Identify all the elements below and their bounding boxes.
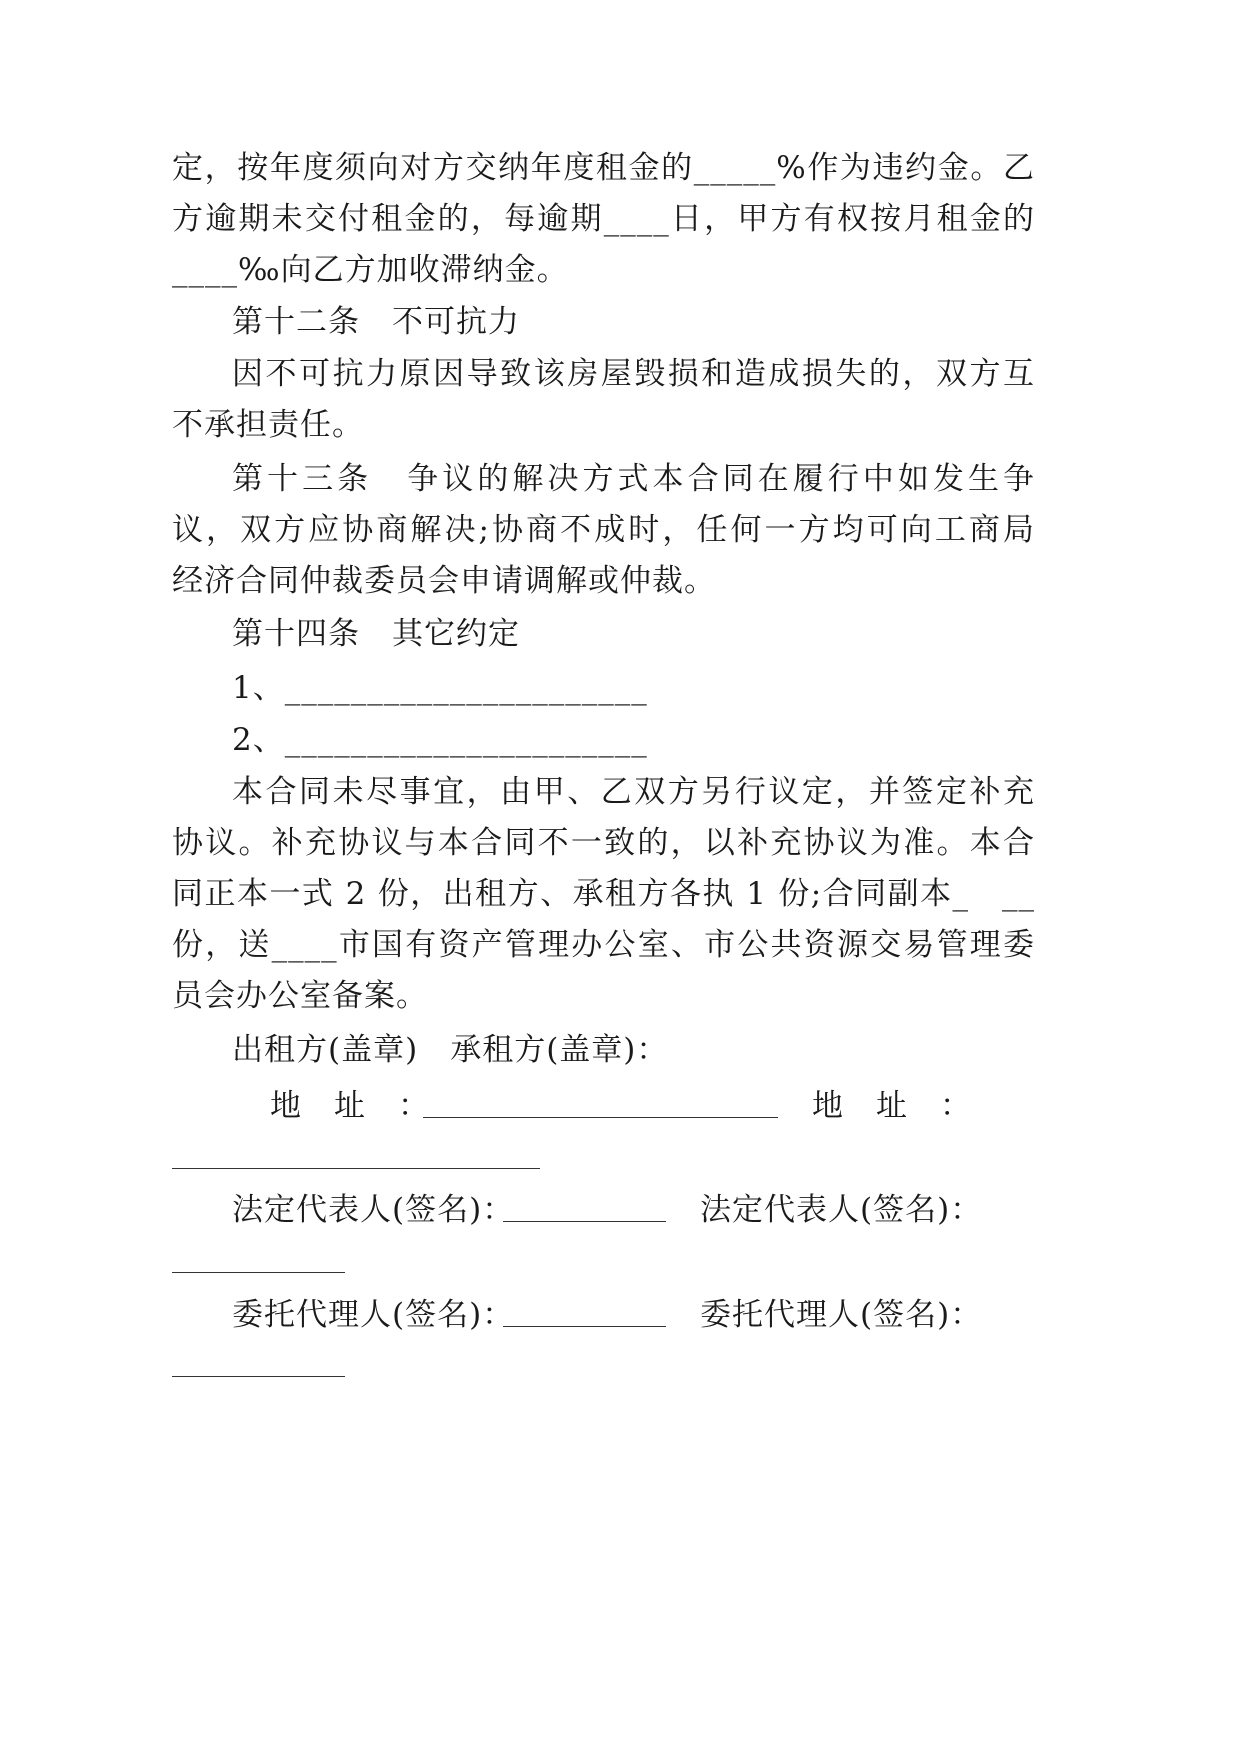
text-line: 份，送____市国有资产管理办公室、市公共资源交易管理委 [172,927,1035,963]
agent-label-lessor: 委托代理人(签名)： [232,1297,515,1333]
legal-rep-blank-lessor [503,1221,666,1222]
agent-blank-lessee [172,1376,345,1377]
legal-rep-label-lessee: 法定代表人(签名)： [700,1192,983,1228]
text-line: 同正本一式 2 份，出租方、承租方各执 1 份;合同副本_ __ [172,876,1035,912]
text-line: 本合同未尽事宜，由甲、乙双方另行议定，并签定补充 [232,774,1035,810]
text-line: 经济合同仲裁委员会申请调解或仲裁。 [172,563,716,599]
agent-blank-lessor [503,1326,666,1327]
text-line: ____‰向乙方加收滞纳金。 [172,252,569,288]
address-label-lessor: 地 址 ： [270,1088,430,1124]
address-label-lessee: 地 址 ： [812,1088,972,1124]
text-line: 员会办公室备案。 [172,978,428,1014]
address-blank-lessee [172,1168,540,1169]
article-heading: 第十四条 其它约定 [232,616,520,652]
legal-rep-label-lessor: 法定代表人(签名)： [232,1192,515,1228]
text-line: 不承担责任。 [172,407,364,443]
article-heading: 第十二条 不可抗力 [232,304,520,340]
text-line: 因不可抗力原因导致该房屋毁损和造成损失的，双方互 [232,356,1035,392]
text-line: 定，按年度须向对方交纳年度租金的_____%作为违约金。乙 [172,150,1035,186]
address-blank-lessor [423,1117,778,1118]
text-line: 协议。补充协议与本合同不一致的，以补充协议为准。本合 [172,825,1035,861]
text-line: 方逾期未交付租金的，每逾期____日，甲方有权按月租金的 [172,201,1035,237]
signature-parties: 出租方(盖章) 承租方(盖章)： [232,1032,669,1068]
legal-rep-blank-lessee [172,1272,345,1273]
text-line: 议，双方应协商解决;协商不成时，任何一方均可向工商局 [172,512,1035,548]
article-heading: 第十三条 争议的解决方式本合同在履行中如发生争 [232,461,1035,497]
list-item: 2、______________________ [232,722,648,758]
agent-label-lessee: 委托代理人(签名)： [700,1297,983,1333]
list-item: 1、______________________ [232,670,648,706]
